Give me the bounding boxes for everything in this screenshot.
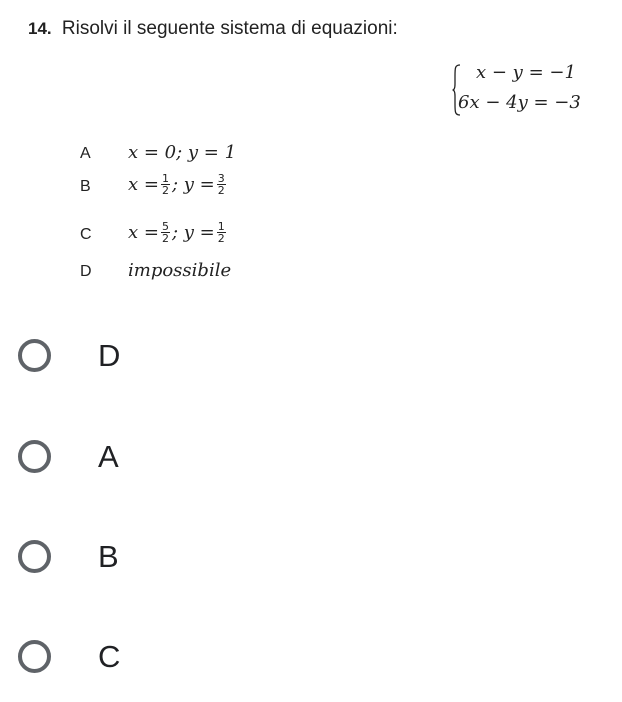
question-text: Risolvi il seguente sistema di equazioni: [61, 18, 398, 39]
question-number: 14. [28, 19, 52, 38]
radio-button[interactable] [18, 440, 51, 473]
choice-label: C [98, 639, 121, 674]
denominator: 2 [161, 184, 169, 197]
option-letter: C [80, 226, 92, 243]
question-title [28, 17, 398, 41]
fraction [161, 173, 170, 196]
choice-label: A [98, 439, 119, 474]
denominator: 2 [217, 184, 225, 197]
choice-a[interactable] [14, 437, 174, 483]
option-math [128, 221, 228, 244]
equation-2: 6x − 4y = −3 [458, 92, 581, 113]
radio-button[interactable] [18, 640, 51, 673]
y-equals: ; y = [171, 174, 215, 195]
numerator: 5 [161, 220, 169, 233]
option-math: x = 0; y = 1 [128, 142, 237, 163]
fraction [217, 173, 226, 196]
denominator: 2 [217, 232, 225, 245]
choice-d[interactable] [14, 336, 174, 382]
y-equals: ; y = [171, 222, 215, 243]
x-equals: x = [128, 174, 159, 195]
radio-button[interactable] [18, 540, 51, 573]
fraction [217, 221, 226, 244]
choice-label: B [98, 539, 119, 574]
fraction [161, 221, 170, 244]
choice-b[interactable] [14, 537, 174, 583]
denominator: 2 [161, 232, 169, 245]
option-math [128, 173, 228, 196]
option-letter: A [80, 145, 91, 162]
numerator: 1 [217, 220, 225, 233]
equation-1: x − y = −1 [476, 62, 576, 83]
option-letter: B [80, 178, 91, 195]
x-equals: x = [128, 222, 159, 243]
option-math: impossibile [128, 260, 232, 281]
numerator: 3 [217, 172, 225, 185]
choice-label: D [98, 338, 121, 373]
numerator: 1 [161, 172, 169, 185]
radio-button[interactable] [18, 339, 51, 372]
choice-c[interactable] [14, 637, 174, 683]
option-letter: D [80, 263, 92, 280]
